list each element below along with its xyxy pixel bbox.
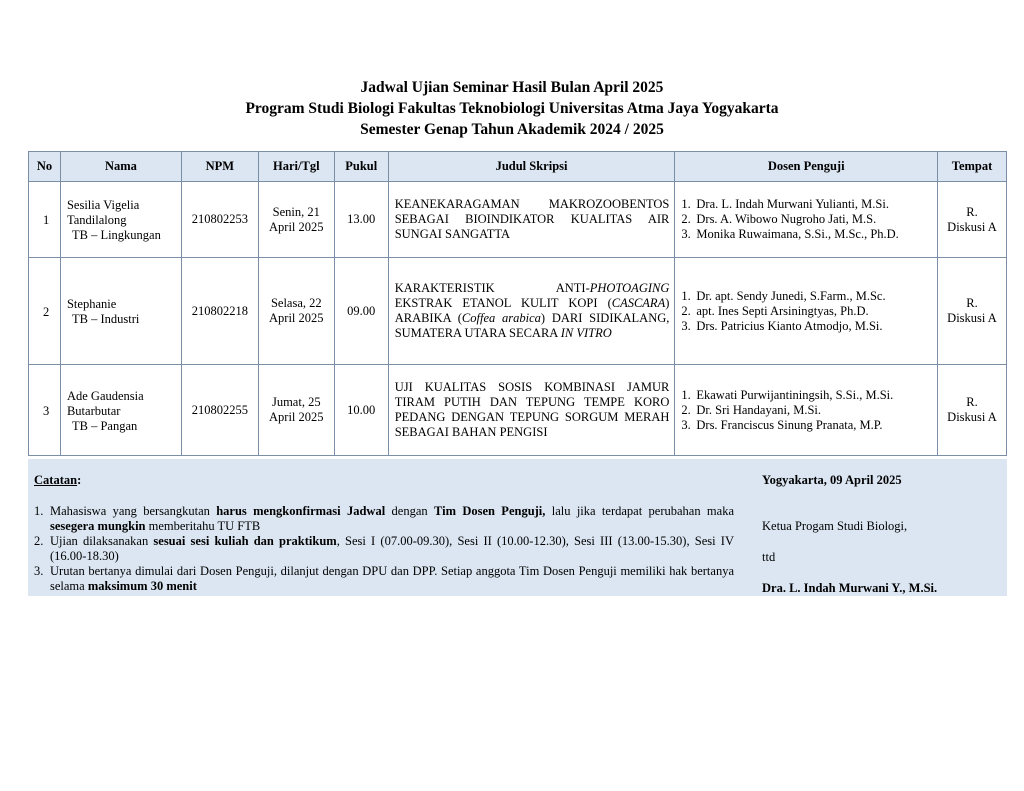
notes-list	[34, 504, 734, 594]
col-header-nama: Nama	[60, 152, 181, 182]
cell-nama	[60, 258, 181, 365]
notes-panel	[28, 459, 1007, 596]
signature-name: Dra. L. Indah Murwani Y., M.Si.	[762, 581, 938, 595]
signature-role: Ketua Progam Studi Biologi,	[762, 519, 908, 533]
notes-heading-colon: :	[77, 473, 82, 487]
thesis-title-segment: EKSTRAK ETANOL KULIT KOPI (	[394, 296, 612, 310]
note-text-segment: Tim Dosen Penguji,	[433, 504, 546, 518]
note-text-segment: maksimum 30 menit	[87, 579, 197, 593]
cell-nama	[60, 182, 181, 258]
examiner-name: Monika Ruwaimana, S.Si., M.Sc., Ph.D.	[696, 227, 899, 241]
examiner-number: 3.	[681, 318, 691, 333]
cell-tempat	[938, 258, 1007, 365]
exam-date: April 2025	[269, 311, 324, 325]
exam-date: April 2025	[269, 410, 324, 424]
examiner-name: Drs. Patricius Kianto Atmodjo, M.Si.	[696, 318, 883, 333]
thesis-title-segment: KEANEKARAGAMAN MAKROZOOBENTOS SEBAGAI BIOINDIKATOR KUALITAS AIR SUNGAI SANGATTA	[394, 197, 670, 241]
examiner-item	[681, 388, 933, 403]
title-line-1: Jadwal Ujian Seminar Hasil Bulan April 2025	[360, 79, 664, 96]
examiner-name: Dra. L. Indah Murwani Yulianti, M.Si.	[696, 197, 889, 211]
room-prefix: R.	[966, 204, 978, 219]
note-number: 1.	[34, 504, 44, 518]
examiner-list	[681, 388, 933, 433]
examiner-number: 2.	[681, 212, 691, 226]
col-header-tempat: Tempat	[938, 152, 1007, 182]
examiner-number: 2.	[681, 402, 691, 417]
examiner-item	[681, 418, 933, 433]
examiner-number: 1.	[681, 387, 691, 402]
examiner-item	[681, 197, 933, 212]
note-text-segment: Urutan bertanya dimulai dari Dosen Penguji, dilanjut dengan DPU dan DPP. Setiap anggota Tim Dosen Penguji memiliki hak bertanya selama	[50, 564, 734, 593]
student-peminatan: TB – Lingkungan	[71, 228, 161, 242]
room-prefix: R.	[966, 395, 978, 409]
room-name: Diskusi A	[947, 311, 997, 325]
examiner-item	[681, 403, 933, 418]
cell-judul-skripsi	[388, 365, 675, 456]
cell-judul-skripsi	[388, 258, 675, 365]
signature-place-date: Yogyakarta, 09 April 2025	[762, 473, 902, 487]
col-header-hari-tgl: Hari/Tgl	[258, 152, 334, 182]
room-name: Diskusi A	[947, 219, 997, 234]
cell-dosen-penguji	[675, 365, 938, 456]
note-text	[50, 504, 734, 534]
cell-pukul: 09.00	[334, 258, 388, 365]
cell-hari-tgl	[258, 365, 334, 456]
thesis-title-segment: IN VITRO	[560, 326, 612, 340]
cell-npm: 210802253	[181, 182, 258, 258]
table-header-row	[29, 152, 1007, 182]
thesis-title-segment: ) DARI SIDIKALANG, SUMATERA UTARA SECARA	[394, 311, 670, 340]
thesis-title-segment: Coffea arabica	[461, 311, 541, 325]
examiner-name: apt. Ines Septi Arsiningtyas, Ph.D.	[696, 303, 869, 318]
examiner-item	[681, 212, 933, 227]
cell-no: 3	[29, 365, 61, 456]
examiner-item	[681, 289, 933, 304]
note-text-segment: sesegera mungkin	[50, 519, 146, 533]
examiner-list	[681, 197, 933, 242]
note-text-segment: Mahasiswa yang bersangkutan	[50, 504, 217, 518]
note-text-segment: sesuai sesi kuliah dan praktikum	[153, 534, 337, 548]
room-prefix: R.	[966, 296, 978, 310]
examiner-number: 3.	[681, 417, 691, 432]
cell-tempat	[938, 182, 1007, 258]
col-header-judul-skripsi: Judul Skripsi	[388, 152, 675, 182]
examiner-item	[681, 319, 933, 334]
col-header-no: No	[29, 152, 61, 182]
student-name-line: Sesilia Vigelia	[66, 198, 140, 212]
note-text-segment: Ujian dilaksanakan	[50, 534, 154, 548]
examiner-number: 1.	[681, 288, 691, 303]
examiner-name: Drs. A. Wibowo Nugroho Jati, M.S.	[696, 212, 877, 226]
student-name-line: Tandilalong	[66, 213, 127, 227]
examiner-name: Dr. apt. Sendy Junedi, S.Farm., M.Sc.	[696, 288, 886, 303]
examiner-item	[681, 304, 933, 319]
document-title	[0, 77, 1024, 140]
cell-nama	[60, 365, 181, 456]
exam-date: April 2025	[269, 219, 324, 234]
examiner-list	[681, 289, 933, 334]
examiner-item	[681, 227, 933, 242]
student-peminatan: TB – Pangan	[71, 418, 138, 433]
cell-npm: 210802255	[181, 365, 258, 456]
student-name-line: Ade Gaudensia	[66, 388, 144, 403]
col-header-pukul: Pukul	[334, 152, 388, 182]
examiner-number: 2.	[681, 303, 691, 318]
schedule-table	[28, 151, 1007, 456]
col-header-dosen-penguji: Dosen Penguji	[675, 152, 938, 182]
cell-pukul: 13.00	[334, 182, 388, 258]
examiner-name: Drs. Franciscus Sinung Pranata, M.P.	[696, 417, 883, 432]
examiner-number: 1.	[681, 197, 691, 211]
note-item	[34, 564, 734, 594]
student-name-line: Stephanie	[66, 297, 117, 311]
note-text-segment: memberitahu TU FTB	[145, 519, 261, 533]
table-row	[29, 365, 1007, 456]
note-text-segment: , Sesi I (07.00-09.30), Sesi II (10.00-12.30), Sesi III (13.00-15.30), Sesi IV (16.00-18.30)	[50, 534, 734, 563]
note-text-segment: lalu jika terdapat perubahan maka	[545, 504, 734, 518]
exam-day: Selasa, 22	[270, 296, 322, 310]
notes-heading	[34, 473, 81, 488]
note-item	[34, 504, 734, 534]
notes-heading-label: Catatan	[34, 473, 78, 487]
note-text-segment: dengan	[385, 504, 434, 518]
signature-ttd: ttd	[762, 550, 776, 564]
cell-hari-tgl	[258, 182, 334, 258]
cell-hari-tgl	[258, 258, 334, 365]
cell-judul-skripsi	[388, 182, 675, 258]
room-name: Diskusi A	[947, 410, 997, 424]
note-number: 3.	[34, 564, 44, 578]
examiner-name: Ekawati Purwijantiningsih, S.Si., M.Si.	[696, 387, 894, 402]
thesis-title-segment: KARAKTERISTIK ANTI-	[394, 281, 590, 295]
note-number: 2.	[34, 534, 44, 548]
exam-day: Senin, 21	[272, 204, 320, 219]
thesis-title-segment: PHOTOAGING	[589, 281, 670, 295]
note-text	[50, 534, 734, 564]
exam-day: Jumat, 25	[271, 395, 321, 409]
note-item	[34, 534, 734, 564]
thesis-title-segment: ) ARABIKA (	[394, 296, 670, 325]
title-line-3: Semester Genap Tahun Akademik 2024 / 2025	[360, 121, 664, 138]
cell-no: 2	[29, 258, 61, 365]
title-line-2: Program Studi Biologi Fakultas Teknobiologi Universitas Atma Jaya Yogyakarta	[245, 100, 779, 117]
cell-tempat	[938, 365, 1007, 456]
note-text	[50, 564, 734, 594]
cell-npm: 210802218	[181, 258, 258, 365]
student-name-line: Butarbutar	[66, 403, 121, 418]
thesis-title-segment: CASCARA	[611, 296, 666, 310]
cell-dosen-penguji	[675, 258, 938, 365]
examiner-name: Dr. Sri Handayani, M.Si.	[696, 402, 822, 417]
table-row	[29, 258, 1007, 365]
table-row	[29, 182, 1007, 258]
cell-pukul: 10.00	[334, 365, 388, 456]
col-header-npm: NPM	[181, 152, 258, 182]
examiner-number: 3.	[681, 227, 691, 241]
cell-dosen-penguji	[675, 182, 938, 258]
student-peminatan: TB – Industri	[71, 312, 140, 326]
thesis-title-segment: UJI KUALITAS SOSIS KOMBINASI JAMUR TIRAM PUTIH DAN TEPUNG TEMPE KORO PEDANG DENGAN TEPUNG SORGUM MERAH SEBAGAI BAHAN PENGISI	[394, 380, 670, 439]
note-text-segment: harus mengkonfirmasi Jadwal	[216, 504, 386, 518]
cell-no: 1	[29, 182, 61, 258]
